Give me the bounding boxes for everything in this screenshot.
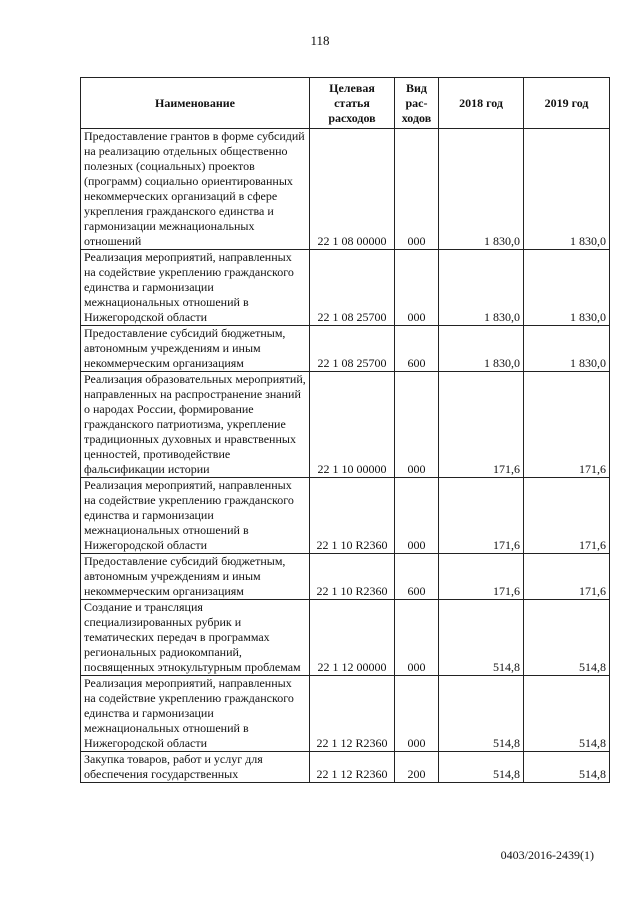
row-code: 22 1 12 R2360: [310, 676, 395, 752]
row-2019: 1 830,0: [524, 250, 610, 326]
row-code: 22 1 08 00000: [310, 129, 395, 250]
row-code: 22 1 10 R2360: [310, 478, 395, 554]
row-2019: 1 830,0: [524, 326, 610, 372]
row-2018: 1 830,0: [439, 129, 524, 250]
row-vid: 000: [395, 250, 439, 326]
row-vid: 000: [395, 478, 439, 554]
header-2019: 2019 год: [524, 78, 610, 129]
table-row: [81, 326, 610, 372]
row-2019: 514,8: [524, 676, 610, 752]
row-code: 22 1 08 25700: [310, 326, 395, 372]
row-vid: 000: [395, 676, 439, 752]
row-2019: 514,8: [524, 752, 610, 783]
table-row: [81, 600, 610, 676]
row-2018: 171,6: [439, 478, 524, 554]
row-code: 22 1 12 00000: [310, 600, 395, 676]
row-2018: 514,8: [439, 752, 524, 783]
row-2018: 1 830,0: [439, 326, 524, 372]
row-name: Предоставление грантов в форме субсидий на реализацию отдельных общественно полезных (социальных) проектов (программ) социально ориентированных некоммерческих организаций в сфере укрепления гражданского единства и гармонизации межнациональных отношений: [81, 129, 310, 250]
row-name: Создание и трансляция специализированных рубрик и тематических передач в программах региональных радиокомпаний, посвященных этнокультурным проблемам: [81, 600, 310, 676]
row-name: Предоставление субсидий бюджетным, автономным учреждениям и иным некоммерческим организациям: [81, 554, 310, 600]
row-code: 22 1 12 R2360: [310, 752, 395, 783]
row-2019: 171,6: [524, 478, 610, 554]
table-row: [81, 676, 610, 752]
page-number: 118: [310, 33, 330, 48]
document-code: 0403/2016-2439(1): [500, 848, 594, 862]
table-row: [81, 478, 610, 554]
row-2018: 1 830,0: [439, 250, 524, 326]
row-2018: 171,6: [439, 372, 524, 478]
row-name: Реализация мероприятий, направленных на содействие укреплению гражданского единства и гармонизации межнациональных отношений в Нижегородской области: [81, 250, 310, 326]
row-vid: 000: [395, 372, 439, 478]
row-2019: 171,6: [524, 554, 610, 600]
row-2018: 514,8: [439, 676, 524, 752]
row-2018: 514,8: [439, 600, 524, 676]
row-name: Реализация мероприятий, направленных на содействие укреплению гражданского единства и гармонизации межнациональных отношений в Нижегородской области: [81, 478, 310, 554]
table-row: [81, 752, 610, 783]
row-name: Предоставление субсидий бюджетным, автономным учреждениям и иным некоммерческим организациям: [81, 326, 310, 372]
header-2018: 2018 год: [439, 78, 524, 129]
budget-table: [80, 77, 610, 783]
header-name: Наименование: [81, 78, 310, 129]
header-vid: Вид рас-ходов: [395, 78, 439, 129]
row-2019: 1 830,0: [524, 129, 610, 250]
table-row: [81, 250, 610, 326]
table-header-row: [81, 78, 610, 129]
table-row: [81, 129, 610, 250]
row-vid: 600: [395, 554, 439, 600]
row-vid: 600: [395, 326, 439, 372]
table-row: [81, 372, 610, 478]
row-name: Закупка товаров, работ и услуг для обеспечения государственных: [81, 752, 310, 783]
row-name: Реализация мероприятий, направленных на содействие укреплению гражданского единства и гармонизации межнациональных отношений в Нижегородской области: [81, 676, 310, 752]
row-vid: 200: [395, 752, 439, 783]
row-2018: 171,6: [439, 554, 524, 600]
row-vid: 000: [395, 600, 439, 676]
row-2019: 171,6: [524, 372, 610, 478]
table-row: [81, 554, 610, 600]
row-2019: 514,8: [524, 600, 610, 676]
row-code: 22 1 10 R2360: [310, 554, 395, 600]
row-code: 22 1 08 25700: [310, 250, 395, 326]
row-vid: 000: [395, 129, 439, 250]
header-code: Целевая статья расходов: [310, 78, 395, 129]
row-code: 22 1 10 00000: [310, 372, 395, 478]
row-name: Реализация образовательных мероприятий, направленных на распространение знаний о народах России, формирование гражданского патриотизма, укрепление традиционных духовных и нравственных ценностей, противодействие фальсификации истории: [81, 372, 310, 478]
